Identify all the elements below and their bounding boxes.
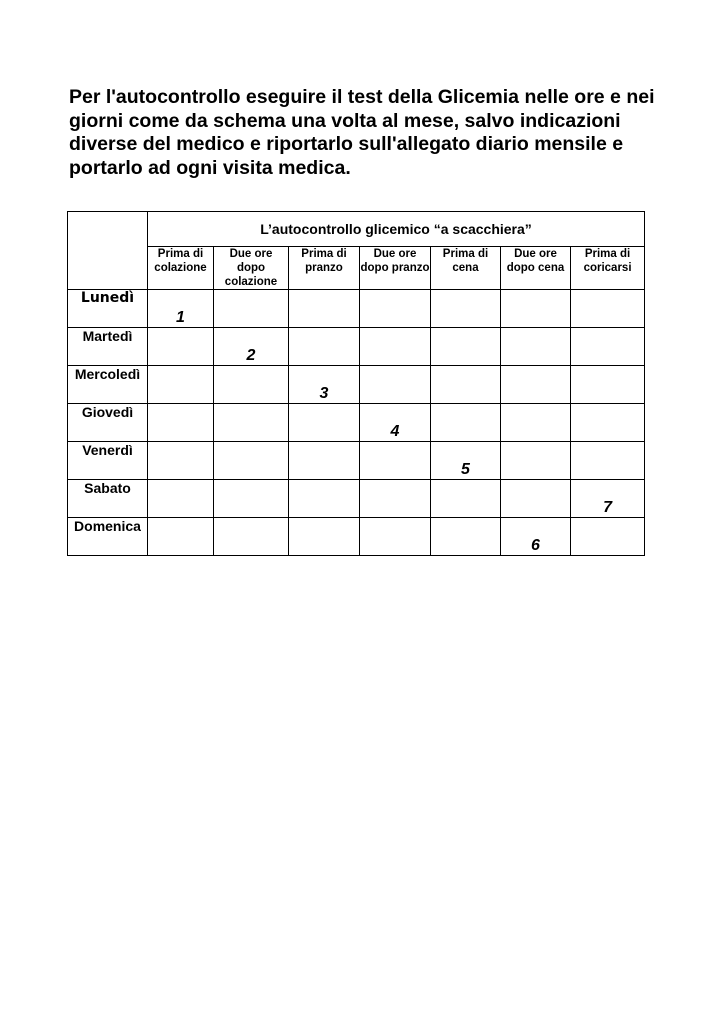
- empty-cell: [431, 404, 501, 442]
- column-header: Prima di cena: [431, 247, 501, 290]
- test-order-mark: 2: [214, 328, 289, 366]
- test-order-mark: 1: [148, 290, 214, 328]
- empty-cell: [148, 480, 214, 518]
- empty-cell: [214, 442, 289, 480]
- empty-cell: [289, 290, 360, 328]
- test-order-mark: 3: [289, 366, 360, 404]
- empty-cell: [501, 328, 571, 366]
- empty-cell: [214, 480, 289, 518]
- empty-cell: [289, 480, 360, 518]
- empty-cell: [148, 366, 214, 404]
- empty-cell: [360, 518, 431, 556]
- empty-cell: [501, 366, 571, 404]
- empty-cell: [571, 328, 645, 366]
- empty-cell: [431, 480, 501, 518]
- empty-cell: [360, 328, 431, 366]
- table-row: [68, 518, 645, 556]
- empty-cell: [501, 290, 571, 328]
- column-header: Prima di pranzo: [289, 247, 360, 290]
- table-row: [68, 404, 645, 442]
- table-row: [68, 328, 645, 366]
- day-label: Lunedì: [68, 290, 148, 328]
- day-label: Mercoledì: [68, 366, 148, 404]
- empty-cell: [571, 290, 645, 328]
- test-order-mark: 5: [431, 442, 501, 480]
- empty-cell: [214, 366, 289, 404]
- empty-cell: [360, 442, 431, 480]
- empty-cell: [501, 404, 571, 442]
- empty-cell: [571, 404, 645, 442]
- table-title: L’autocontrollo glicemico “a scacchiera”: [148, 212, 645, 247]
- column-header: Due ore dopo pranzo: [360, 247, 431, 290]
- table-row: [68, 480, 645, 518]
- empty-cell: [289, 404, 360, 442]
- empty-cell: [214, 404, 289, 442]
- empty-cell: [571, 366, 645, 404]
- empty-cell: [360, 480, 431, 518]
- corner-cell: [68, 212, 148, 290]
- intro-paragraph: Per l'autocontrollo eseguire il test della Glicemia nelle ore e nei giorni come da schema una volta al mese, salvo indicazioni diverse del medico e riportarlo sull'allegato diario mensile e portarlo ad ogni visita medica.: [69, 86, 655, 179]
- day-label: Sabato: [68, 480, 148, 518]
- empty-cell: [501, 480, 571, 518]
- column-header: Prima di coricarsi: [571, 247, 645, 290]
- column-header: Prima di colazione: [148, 247, 214, 290]
- day-label: Martedì: [68, 328, 148, 366]
- empty-cell: [148, 328, 214, 366]
- glycemic-checkerboard-table: [67, 211, 645, 556]
- test-order-mark: 7: [571, 480, 645, 518]
- empty-cell: [431, 518, 501, 556]
- empty-cell: [214, 518, 289, 556]
- table-row: [68, 290, 645, 328]
- empty-cell: [289, 442, 360, 480]
- empty-cell: [431, 366, 501, 404]
- empty-cell: [148, 518, 214, 556]
- table-row: [68, 366, 645, 404]
- empty-cell: [214, 290, 289, 328]
- empty-cell: [431, 328, 501, 366]
- empty-cell: [289, 328, 360, 366]
- day-label: Domenica: [68, 518, 148, 556]
- test-order-mark: 4: [360, 404, 431, 442]
- column-header: Due ore dopo cena: [501, 247, 571, 290]
- table-row: [68, 442, 645, 480]
- empty-cell: [148, 404, 214, 442]
- empty-cell: [571, 442, 645, 480]
- column-header: Due ore dopo colazione: [214, 247, 289, 290]
- empty-cell: [148, 442, 214, 480]
- test-order-mark: 6: [501, 518, 571, 556]
- empty-cell: [289, 518, 360, 556]
- empty-cell: [431, 290, 501, 328]
- empty-cell: [501, 442, 571, 480]
- day-label: Venerdì: [68, 442, 148, 480]
- empty-cell: [360, 290, 431, 328]
- day-label: Giovedì: [68, 404, 148, 442]
- empty-cell: [360, 366, 431, 404]
- empty-cell: [571, 518, 645, 556]
